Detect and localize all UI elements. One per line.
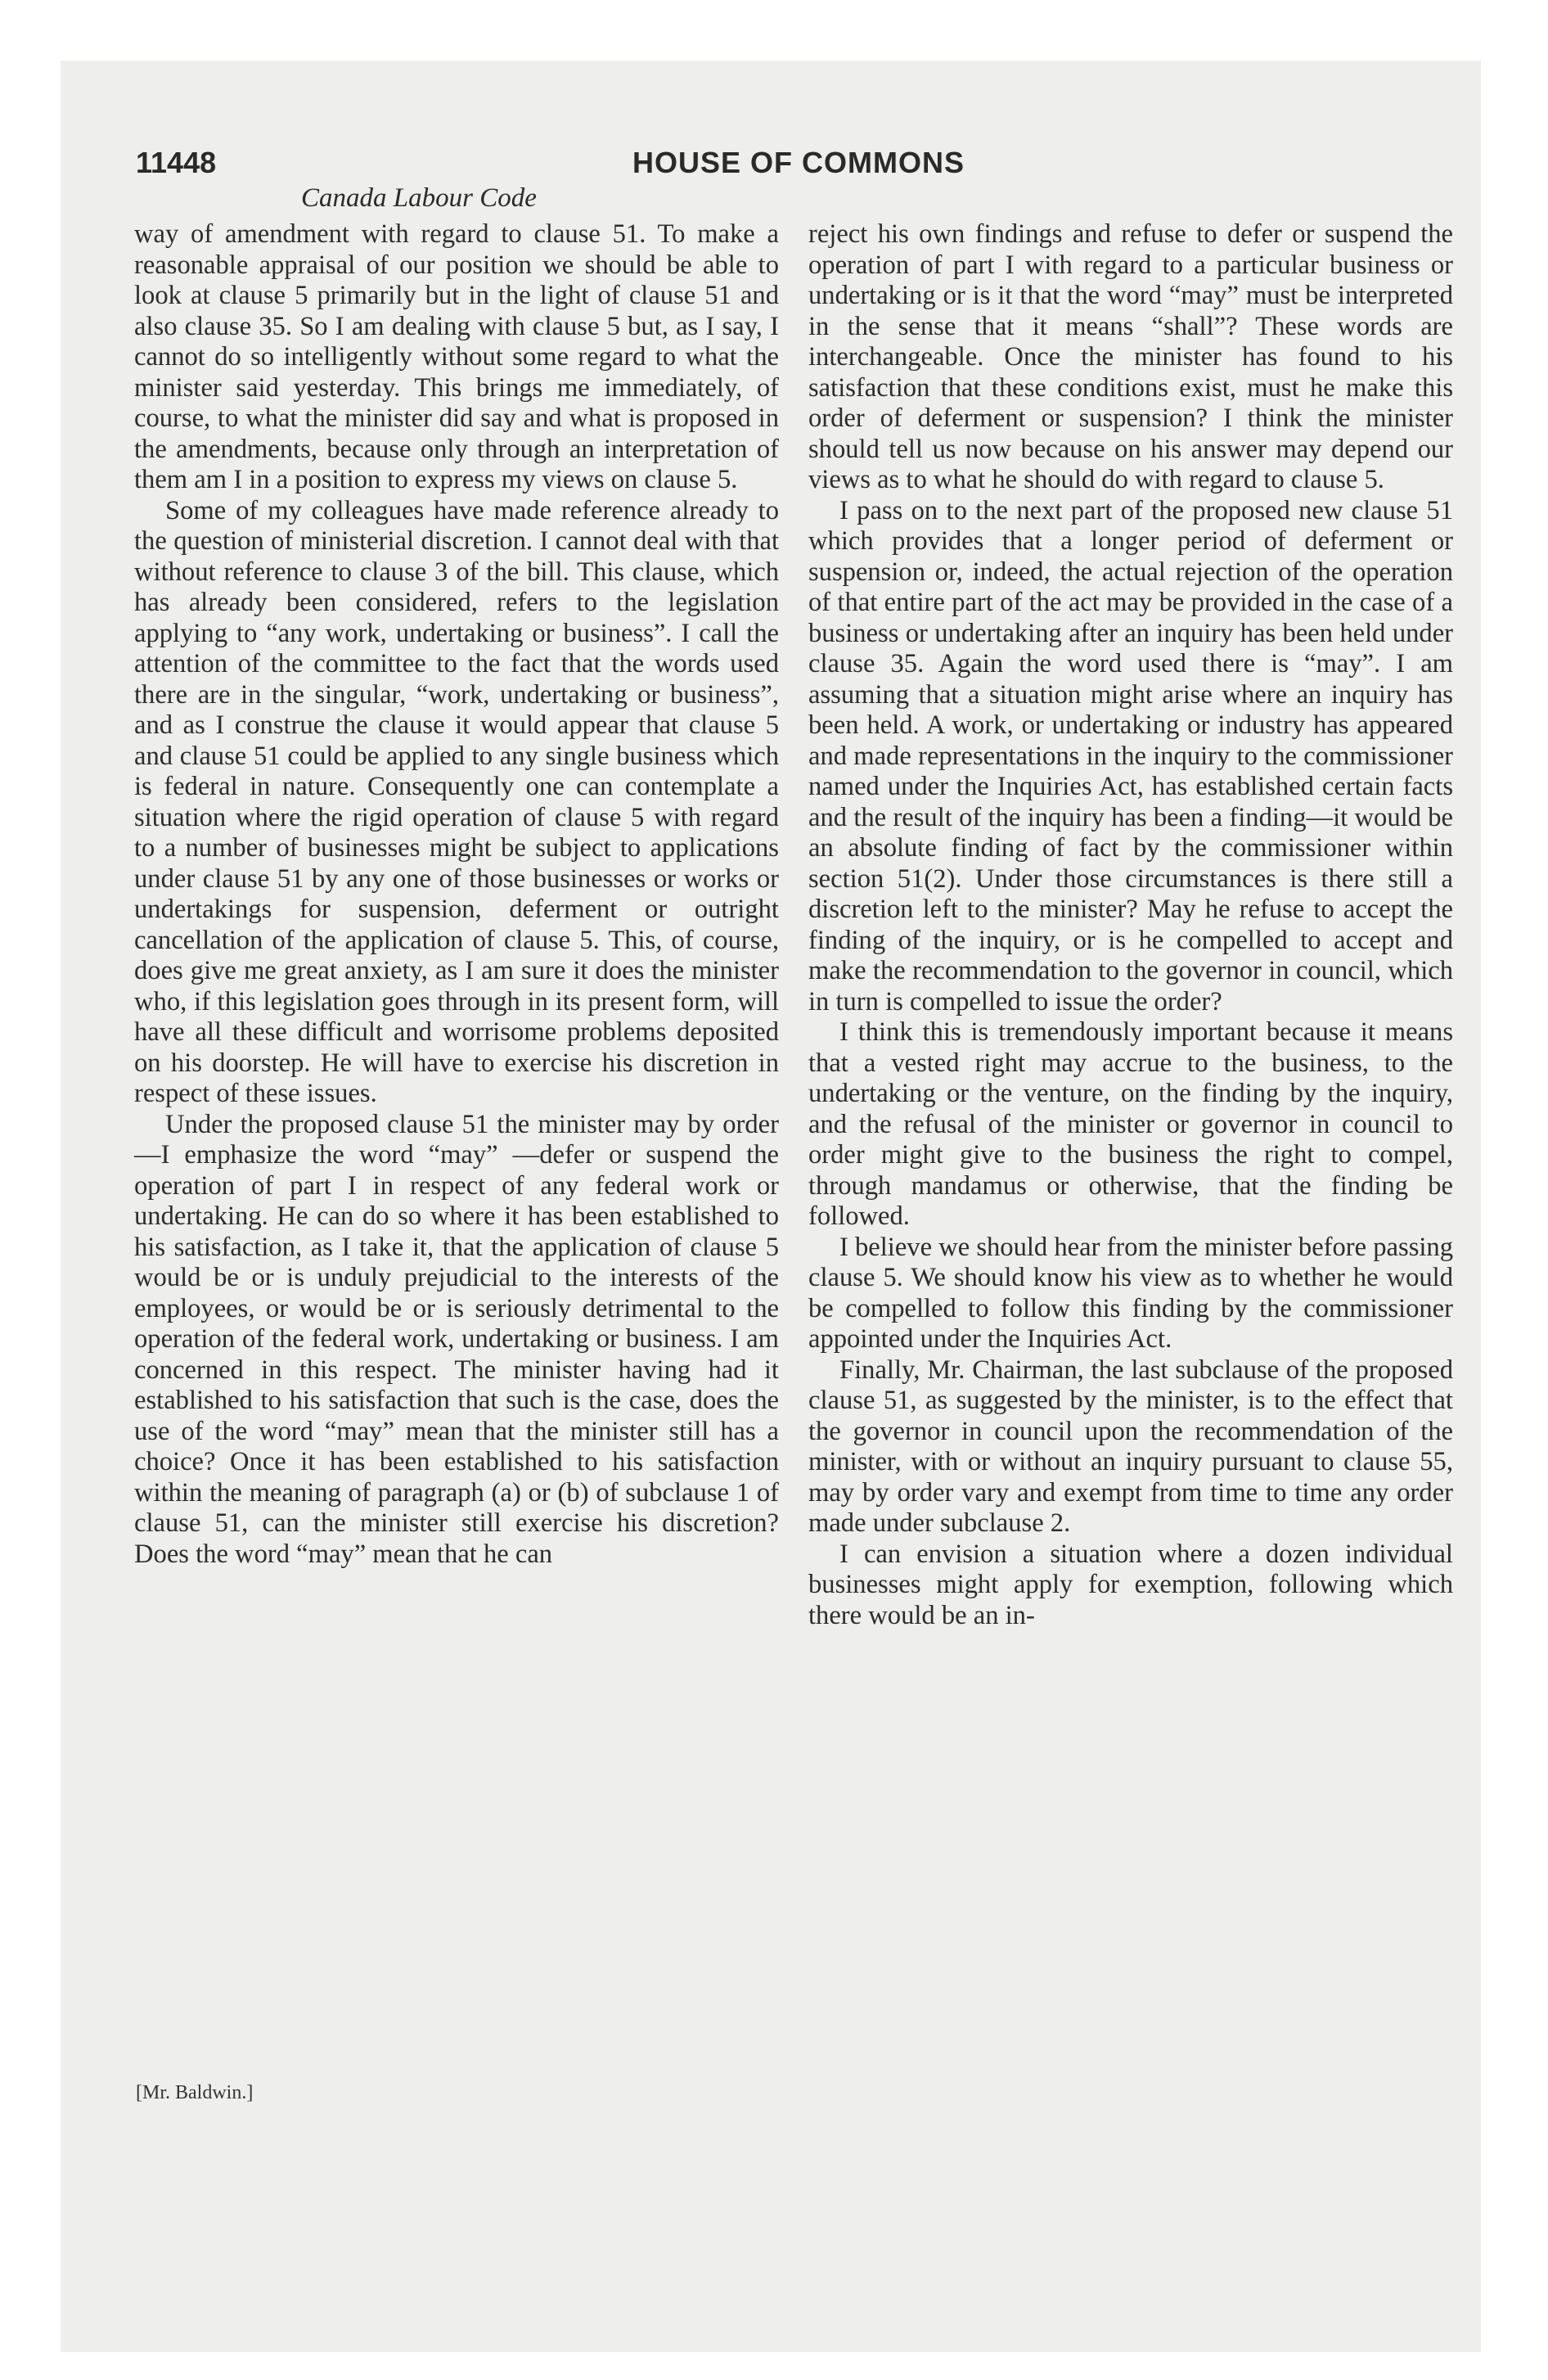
section-subtitle: Canada Labour Code [301, 183, 537, 213]
speaker-footer: [Mr. Baldwin.] [136, 2082, 254, 2103]
right-column [808, 219, 1453, 1631]
paragraph: Some of my colleagues have made reference already to the question of ministerial discretion. I cannot deal with that without reference to clause 3 of the bill. This clause, which has already been considered, refers to the legislation applying to “any work, undertaking or business”. I call the attention of the committee to the fact that the words used there are in the singular, “work, undertaking or business”, and as I construe the clause it would appear that clause 5 and clause 51 could be applied to any single business which is federal in nature. Consequently one can contemplate a situation where the rigid operation of clause 5 with regard to a number of businesses might be subject to applications under clause 51 by any one of those businesses or works or undertakings for suspension, deferment or outright cancellation of the application of clause 5. This, of course, does give me great anxiety, as I am sure it does the minister who, if this legislation goes through in its present form, will have all these difficult and worrisome problems deposited on his doorstep. He will have to exercise his discretion in respect of these issues. [134, 495, 779, 1108]
paragraph: I pass on to the next part of the proposed new clause 51 which provides that a longer period of deferment or suspension or, indeed, the actual rejection of the operation of that entire part of the act may be provided in the case of a business or undertaking after an inquiry has been held under clause 35. Again the word used there is “may”. I am assuming that a situation might arise where an inquiry has been held. A work, or undertaking or industry has appeared and made representations in the inquiry to the commissioner named under the Inquiries Act, has established certain facts and the result of the inquiry has been a finding—it would be an absolute finding of fact by the commissioner within section 51(2). Under those circumstances is there still a discretion left to the minister? May he refuse to accept the finding of the inquiry, or is he compelled to accept and make the recommendation to the governor in council, which in turn is compelled to issue the order? [808, 495, 1453, 1016]
page-number: 11448 [136, 146, 217, 179]
paragraph: way of amendment with regard to clause 51. To make a reasonable appraisal of our position we should be able to look at clause 5 primarily but in the light of clause 51 and also clause 35. So I am dealing with clause 5 but, as I say, I cannot do so intelligently without some regard to what the minister said yesterday. This brings me immediately, of course, to what the minister did say and what is proposed in the amendments, because only through an interpretation of them am I in a position to express my views on clause 5. [134, 219, 779, 494]
paragraph: I believe we should hear from the minister before passing clause 5. We should know his view as to whether he would be compelled to follow this finding by the commissioner appointed under the Inquiries Act. [808, 1232, 1453, 1354]
paragraph: I think this is tremendously important because it means that a vested right may accrue to the business, to the undertaking or the venture, on the finding by the inquiry, and the refusal of the minister or governor in council to order might give to the business the right to compel, through mandamus or otherwise, that the finding be followed. [808, 1017, 1453, 1231]
page-title: HOUSE OF COMMONS [632, 146, 965, 179]
left-column [134, 219, 779, 1570]
page-header [136, 146, 1461, 187]
paragraph: I can envision a situation where a dozen individual businesses might apply for exemption, following which there would be an in- [808, 1539, 1453, 1630]
paragraph: reject his own findings and refuse to defer or suspend the operation of part I with regard to a particular business or undertaking or is it that the word “may” must be interpreted in the sense that it means “shall”? These words are interchangeable. Once the minister has found to his satisfaction that these conditions exist, must he make this order of deferment or suspension? I think the minister should tell us now because on his answer may depend our views as to what he should do with regard to clause 5. [808, 219, 1453, 494]
paragraph: Under the proposed clause 51 the minister may by order—I emphasize the word “may” —defer or suspend the operation of part I in respect of any federal work or undertaking. He can do so where it has been established to his satisfaction, as I take it, that the application of clause 5 would be or is unduly prejudicial to the interests of the employees, or would be or is seriously detrimental to the operation of the federal work, undertaking or business. I am concerned in this respect. The minister having had it established to his satisfaction that such is the case, does the use of the word “may” mean that the minister still has a choice? Once it has been established to his satisfaction within the meaning of paragraph (a) or (b) of subclause 1 of clause 51, can the minister still exercise his discretion? Does the word “may” mean that he can [134, 1109, 779, 1569]
paragraph: Finally, Mr. Chairman, the last subclause of the proposed clause 51, as suggested by the minister, is to the effect that the governor in council upon the recommendation of the minister, with or without an inquiry pursuant to clause 55, may by order vary and exempt from time to time any order made under subclause 2. [808, 1355, 1453, 1538]
